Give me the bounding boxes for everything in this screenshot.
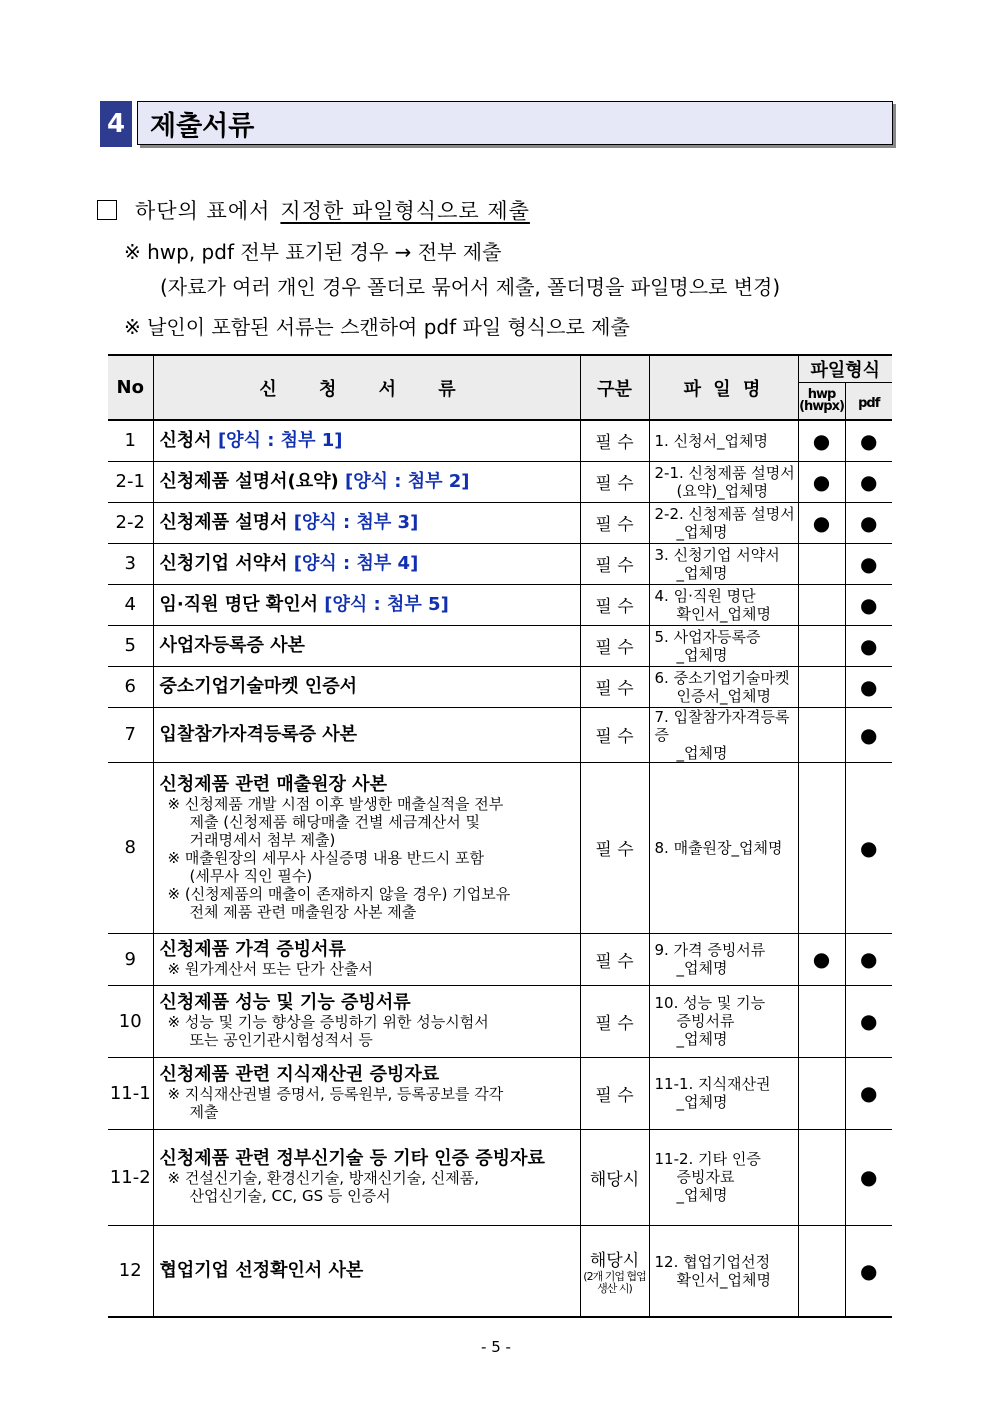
- row-pdf-mark: ●: [845, 461, 892, 502]
- row-title: 신청제품 설명서: [159, 511, 288, 533]
- row-filename-line: _업체명: [676, 1030, 728, 1048]
- row-document: [153, 933, 580, 985]
- row-category: [580, 584, 649, 625]
- row-category: [580, 985, 649, 1057]
- row-no: 2-1: [108, 461, 153, 502]
- row-document: [153, 762, 580, 933]
- row-subnote-line: ※ 원가계산서 또는 단가 산출서: [167, 960, 374, 978]
- table-row: [108, 1129, 892, 1225]
- table-row: [108, 502, 892, 543]
- row-subnote: [160, 1169, 576, 1205]
- row-title: 사업자등록증 사본: [159, 634, 305, 656]
- row-category-label: 필 수: [595, 556, 634, 576]
- row-pdf-mark: ●: [845, 762, 892, 933]
- row-subnote-line: ※ 건설신기술, 환경신기술, 방재신기술, 신제품,: [167, 1169, 480, 1187]
- instruction-line: [97, 193, 530, 227]
- table-row: [108, 420, 892, 461]
- row-subnote-line: ※ 성능 및 기능 향상을 증빙하기 위한 성능시험서: [167, 1013, 489, 1031]
- row-subnote: [160, 795, 576, 849]
- row-filename-line: 9. 가격 증빙서류: [654, 941, 766, 959]
- row-no: 7: [108, 707, 153, 762]
- row-category: [580, 1129, 649, 1225]
- table-row: [108, 1225, 892, 1317]
- row-no: 11-2: [108, 1129, 153, 1225]
- row-category-label: 필 수: [595, 727, 634, 747]
- section-title: 제출서류: [137, 101, 893, 145]
- row-document: [153, 543, 580, 584]
- row-document: [153, 1129, 580, 1225]
- row-category: [580, 1225, 649, 1317]
- row-subnote-line: 거래명세서 첨부 제출): [189, 830, 336, 849]
- row-pdf-mark: ●: [845, 502, 892, 543]
- row-category-label: 필 수: [595, 433, 634, 454]
- header-doc: 신 청 서 류: [153, 355, 580, 420]
- row-document: [153, 502, 580, 543]
- row-form-tag: [양식 : 첨부 3]: [293, 511, 419, 533]
- row-hwp-mark: [798, 584, 845, 625]
- row-filename-line: 증빙자료: [676, 1168, 735, 1186]
- row-subnote: [160, 1085, 576, 1121]
- page-number: - 5 -: [481, 1338, 511, 1356]
- table-row: [108, 543, 892, 584]
- row-filename: [649, 625, 798, 666]
- row-no: 5: [108, 625, 153, 666]
- row-filename: [649, 933, 798, 985]
- row-category: [580, 666, 649, 707]
- row-filename-line: _업체명: [676, 743, 728, 762]
- checkbox-icon: [97, 200, 117, 220]
- row-title: 신청제품 관련 지식재산권 증빙자료: [159, 1064, 440, 1085]
- row-subnote-line: (세무사 직인 필수): [189, 866, 313, 885]
- row-hwp-mark: [798, 625, 845, 666]
- row-title: 신청서: [159, 429, 212, 451]
- table-row: [108, 985, 892, 1057]
- row-filename-line: _업체명: [676, 1186, 728, 1204]
- header-fname: 파 일 명: [649, 355, 798, 420]
- row-filename: [649, 461, 798, 502]
- row-category-label: 필 수: [595, 951, 634, 972]
- row-no: 4: [108, 584, 153, 625]
- row-category-label: 해당시: [589, 1169, 640, 1190]
- table-row: [108, 762, 892, 933]
- row-hwp-mark: [798, 707, 845, 762]
- header-no: No: [108, 355, 153, 420]
- header-format: 파일형식: [798, 355, 892, 383]
- row-filename-line: 8. 매출원장_업체명: [654, 838, 783, 857]
- row-hwp-mark: ●: [798, 933, 845, 985]
- row-subnote-line: 또는 공인기관시험성적서 등: [189, 1031, 373, 1049]
- row-no: 3: [108, 543, 153, 584]
- row-pdf-mark: ●: [845, 625, 892, 666]
- row-filename: [649, 420, 798, 461]
- row-pdf-mark: ●: [845, 543, 892, 584]
- header-pdf: pdf: [845, 383, 892, 421]
- instruction-underlined: 지정한 파일형식으로 제출: [280, 199, 530, 223]
- row-filename-line: _업체명: [676, 959, 728, 977]
- row-pdf-mark: ●: [845, 1225, 892, 1317]
- row-pdf-mark: ●: [845, 420, 892, 461]
- row-category: [580, 420, 649, 461]
- row-subnote: [160, 885, 576, 921]
- row-document: [153, 584, 580, 625]
- row-filename-line: 7. 입찰참가자격등록증: [654, 707, 790, 744]
- row-title: 신청제품 설명서(요약): [159, 470, 339, 492]
- row-filename-line: 10. 성능 및 기능: [654, 994, 766, 1012]
- row-filename-line: 2-1. 신청제품 설명서: [654, 463, 795, 482]
- row-no: 1: [108, 420, 153, 461]
- row-no: 10: [108, 985, 153, 1057]
- row-filename: [649, 985, 798, 1057]
- row-filename: [649, 1225, 798, 1317]
- row-category: [580, 707, 649, 762]
- row-category: [580, 762, 649, 933]
- row-filename: [649, 502, 798, 543]
- row-subnote-line: 전체 제품 관련 매출원장 사본 제출: [189, 902, 417, 921]
- row-category-label: 필 수: [595, 679, 634, 699]
- row-title: 신청제품 가격 증빙서류: [159, 939, 346, 960]
- row-document: [153, 985, 580, 1057]
- row-subnote-line: 제출 (신청제품 해당매출 건별 세금계산서 및: [189, 812, 481, 831]
- row-hwp-mark: [798, 1129, 845, 1225]
- row-category-label: 필 수: [595, 474, 634, 494]
- row-title: 신청제품 관련 매출원장 사본: [159, 773, 387, 795]
- row-hwp-mark: [798, 666, 845, 707]
- row-no: 2-2: [108, 502, 153, 543]
- row-filename-line: 6. 중소기업기술마켓: [654, 668, 790, 687]
- row-title: 임·직원 명단 확인서: [159, 593, 318, 615]
- row-document: [153, 1057, 580, 1129]
- row-category: [580, 625, 649, 666]
- row-title: 협업기업 선정확인서 사본: [159, 1259, 364, 1281]
- row-filename-line: 12. 협업기업선정: [654, 1252, 771, 1271]
- row-hwp-mark: [798, 985, 845, 1057]
- note-1: ※ hwp, pdf 전부 표기된 경우 → 전부 제출: [124, 240, 502, 264]
- row-title: 신청제품 성능 및 기능 증빙서류: [159, 992, 411, 1013]
- row-category-label: 필 수: [595, 1013, 634, 1034]
- instruction-plain: 하단의 표에서: [135, 199, 271, 223]
- row-pdf-mark: ●: [845, 666, 892, 707]
- row-filename-line: 확인서_업체명: [676, 604, 771, 623]
- row-category: [580, 461, 649, 502]
- row-filename: [649, 707, 798, 762]
- row-filename-line: _업체명: [676, 563, 728, 582]
- row-category: [580, 1057, 649, 1129]
- row-filename-line: 11-2. 기타 인증: [654, 1150, 761, 1168]
- row-filename-line: _업체명: [676, 1093, 728, 1111]
- row-pdf-mark: ●: [845, 1057, 892, 1129]
- row-no: 9: [108, 933, 153, 985]
- row-form-tag: [양식 : 첨부 4]: [293, 552, 419, 574]
- row-category: [580, 543, 649, 584]
- row-filename: [649, 1057, 798, 1129]
- row-filename-line: 3. 신청기업 서약서: [654, 545, 780, 564]
- header-hwp: hwp (hwpx): [798, 383, 845, 421]
- row-subnote-line: ※ 신청제품 개발 시점 이후 발생한 매출실적을 전부: [167, 794, 504, 813]
- row-filename: [649, 543, 798, 584]
- table-row: [108, 1057, 892, 1129]
- row-no: 6: [108, 666, 153, 707]
- row-title: 입찰참가자격등록증 사본: [159, 723, 358, 745]
- row-document: [153, 461, 580, 502]
- row-title: 신청기업 서약서: [159, 552, 288, 574]
- row-category-label: 필 수: [595, 515, 634, 535]
- row-hwp-mark: [798, 543, 845, 584]
- row-subnote-line: ※ 매출원장의 세무사 사실증명 내용 반드시 포함: [167, 848, 484, 867]
- row-no: 12: [108, 1225, 153, 1317]
- row-no: 11-1: [108, 1057, 153, 1129]
- row-hwp-mark: [798, 1225, 845, 1317]
- row-filename: [649, 762, 798, 933]
- row-form-tag: [양식 : 첨부 5]: [324, 593, 449, 615]
- row-subnote: [160, 960, 576, 978]
- row-filename: [649, 584, 798, 625]
- row-title: 신청제품 관련 정부신기술 등 기타 인증 증빙자료: [159, 1148, 545, 1169]
- row-document: [153, 420, 580, 461]
- row-subnote: [160, 1013, 576, 1049]
- row-pdf-mark: ●: [845, 707, 892, 762]
- row-form-tag: [양식 : 첨부 2]: [345, 470, 470, 492]
- row-filename-line: _업체명: [676, 645, 728, 664]
- row-filename-line: 증빙서류: [676, 1012, 735, 1030]
- table-row: [108, 933, 892, 985]
- row-filename-line: (요약)_업체명: [676, 481, 769, 500]
- note-3: ※ 날인이 포함된 서류는 스캔하여 pdf 파일 형식으로 제출: [124, 315, 630, 339]
- table-row: [108, 584, 892, 625]
- row-filename-line: 2-2. 신청제품 설명서: [654, 504, 795, 523]
- table-row: [108, 707, 892, 762]
- row-category: [580, 502, 649, 543]
- row-category-label: 필 수: [595, 1085, 634, 1106]
- row-filename-line: 5. 사업자등록증: [654, 627, 761, 646]
- row-pdf-mark: ●: [845, 1129, 892, 1225]
- row-category-label: 필 수: [595, 638, 634, 658]
- row-document: [153, 625, 580, 666]
- row-subnote-line: 산업신기술, CC, GS 등 인증서: [189, 1187, 391, 1205]
- row-hwp-mark: [798, 1057, 845, 1129]
- header-cat: 구분: [580, 355, 649, 420]
- row-form-tag: [양식 : 첨부 1]: [217, 429, 343, 451]
- row-subnote-line: ※ 지식재산권별 증명서, 등록원부, 등록공보를 각각: [167, 1085, 504, 1103]
- row-category-label: 해당시: [589, 1251, 640, 1272]
- row-no: 8: [108, 762, 153, 933]
- row-subnote-line: ※ (신청제품의 매출이 존재하지 않을 경우) 기업보유: [167, 884, 511, 903]
- row-document: [153, 1225, 580, 1317]
- row-pdf-mark: ●: [845, 584, 892, 625]
- row-filename-line: _업체명: [676, 522, 728, 541]
- documents-table: [108, 354, 892, 1318]
- row-filename-line: 1. 신청서_업체명: [654, 431, 769, 450]
- table-row: [108, 461, 892, 502]
- row-category-note: (2개 기업 협업생산 시): [583, 1270, 646, 1296]
- row-category: [580, 933, 649, 985]
- row-filename-line: 확인서_업체명: [676, 1270, 771, 1289]
- row-hwp-mark: ●: [798, 502, 845, 543]
- row-subnote: [160, 849, 576, 885]
- row-filename: [649, 666, 798, 707]
- row-hwp-mark: [798, 762, 845, 933]
- row-category-label: 필 수: [595, 597, 634, 617]
- row-hwp-mark: ●: [798, 420, 845, 461]
- row-document: [153, 666, 580, 707]
- row-filename-line: 11-1. 지식재산권: [654, 1075, 771, 1093]
- row-filename: [649, 1129, 798, 1225]
- row-filename-line: 인증서_업체명: [676, 686, 771, 705]
- row-filename-line: 4. 임·직원 명단: [654, 586, 756, 605]
- row-pdf-mark: ●: [845, 985, 892, 1057]
- table-row: [108, 666, 892, 707]
- row-category-label: 필 수: [595, 840, 634, 860]
- table-row: [108, 625, 892, 666]
- row-pdf-mark: ●: [845, 933, 892, 985]
- section-number: 4: [100, 101, 132, 147]
- row-title: 중소기업기술마켓 인증서: [159, 675, 358, 697]
- row-hwp-mark: ●: [798, 461, 845, 502]
- row-document: [153, 707, 580, 762]
- note-2: (자료가 여러 개인 경우 폴더로 묶어서 제출, 폴더명을 파일명으로 변경): [160, 275, 781, 299]
- row-subnote-line: 제출: [189, 1103, 219, 1121]
